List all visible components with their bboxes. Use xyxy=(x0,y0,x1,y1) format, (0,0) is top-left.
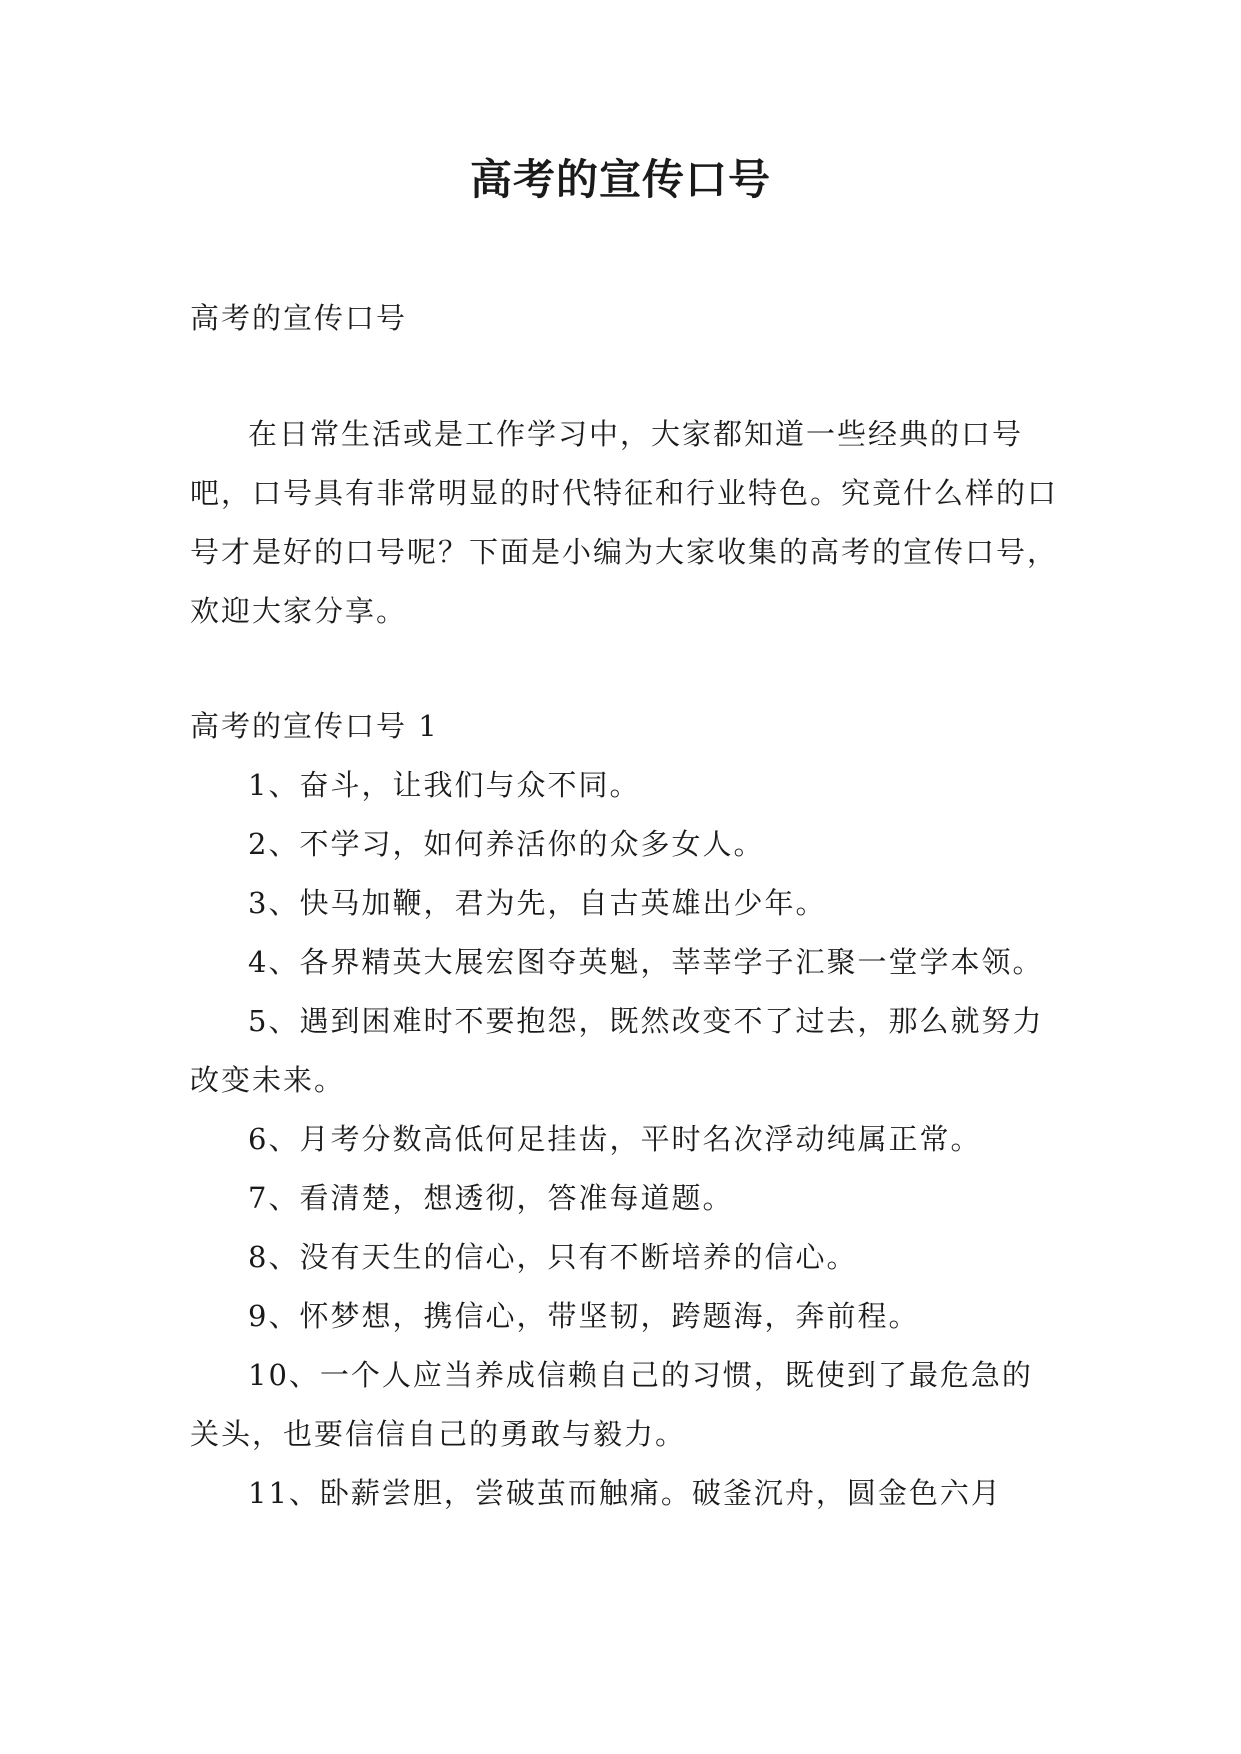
slogan-item: 1、奋斗，让我们与众不同。 xyxy=(248,768,641,802)
slogan-item: 6、月考分数高低何足挂齿，平时名次浮动纯属正常。 xyxy=(248,1122,982,1156)
slogan-item: 9、怀梦想，携信心，带坚韧，跨题海，奔前程。 xyxy=(248,1299,920,1333)
slogan-item: 5、遇到困难时不要抱怨，既然改变不了过去，那么就努力改变未来。 xyxy=(190,1004,1044,1097)
slogan-item: 2、不学习，如何养活你的众多女人。 xyxy=(248,827,765,861)
document-title: 高考的宣传口号 xyxy=(469,155,771,204)
slogan-item: 7、看清楚，想透彻，答准每道题。 xyxy=(248,1181,734,1215)
intro-paragraph: 在日常生活或是工作学习中，大家都知道一些经典的口号吧，口号具有非常明显的时代特征和行业特色。究竟什么样的口号才是好的口号呢？下面是小编为大家收集的高考的宣传口号，欢迎大家分享。 xyxy=(190,417,1059,628)
slogan-item: 11、卧薪尝胆，尝破茧而触痛。破釜沉舟，圆金色六月 xyxy=(248,1476,1002,1510)
slogan-item: 4、各界精英大展宏图夺英魁，莘莘学子汇聚一堂学本领。 xyxy=(248,945,1044,979)
slogan-item: 3、快马加鞭，君为先，自古英雄出少年。 xyxy=(248,886,827,920)
slogan-item: 8、没有天生的信心，只有不断培养的信心。 xyxy=(248,1240,858,1274)
document-subtitle: 高考的宣传口号 xyxy=(190,301,408,335)
document-body xyxy=(190,289,1060,1523)
section-heading: 高考的宣传口号 1 xyxy=(190,709,439,743)
slogan-item: 10、一个人应当养成信赖自己的习惯，既使到了最危急的关头，也要信信自己的勇敢与毅力。 xyxy=(190,1358,1033,1451)
